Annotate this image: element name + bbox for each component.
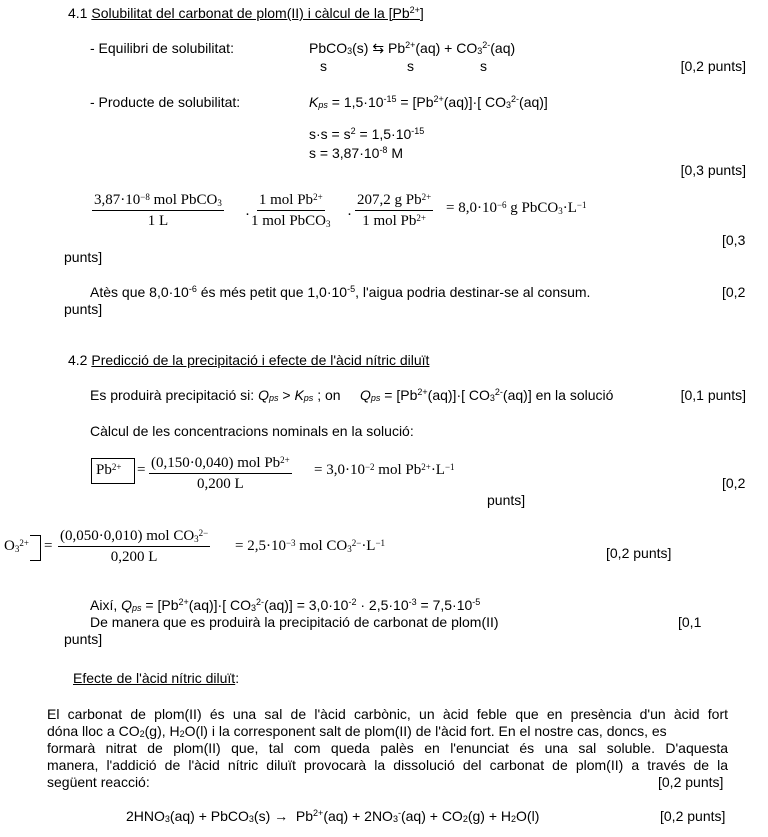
ksp-equation: $K_{ps} = 1,5\cdot 10^{-15} = [Pb^{2+}(aq)]\cdot$[ $CO_3^{2-}(aq)$] bbox=[309, 94, 548, 110]
rhs-bracket bbox=[30, 535, 41, 561]
conversion-result: = $8,0\cdot 10^{-6}$ g $PbCO_3\cdot L^{-1}$ bbox=[446, 200, 587, 216]
conversion-fraction-3: 207,2 g $Pb^{2+}$ 1 mol $Pb^{2+}$ bbox=[357, 192, 432, 229]
points-label: punts] bbox=[487, 492, 526, 508]
section-4-2-heading bbox=[68, 352, 429, 368]
calc-title: Càlcul de les concentracions nominals en la solució: bbox=[90, 423, 414, 439]
equals-sign: = bbox=[137, 462, 146, 478]
precipitation-conclusion: De manera que es produirà la precipitació de carbonat de plom(II) bbox=[90, 614, 499, 630]
points-label: punts] bbox=[64, 249, 103, 265]
multiply-dot: · bbox=[245, 207, 250, 223]
points-label: [0,2 punts] bbox=[606, 545, 672, 561]
points-label: punts] bbox=[64, 631, 103, 647]
pb-conc-result: = $3,0\cdot 10^{-2}$ mol $Pb^{2+}\cdot L^{-1}$ bbox=[314, 462, 455, 478]
qps-calculation: Així, $Q_{ps} = [Pb^{2+}(aq)]\cdot$[ $CO_3^{2-}(aq)] = 3,0\cdot 10^{-2} \cdot 2,5\cdot 10^{-3} = 7,5\cdot 10^{-5}$ bbox=[90, 597, 481, 613]
multiply-dot: · bbox=[347, 207, 352, 223]
effect-paragraph-line-4: manera, l'addició de l'àcid nítric diluït provocarà la dissolució del carbonat de plom(II) a través de la bbox=[47, 757, 728, 773]
effect-paragraph-line-3: formarà nitrat de plom(II) que, tal com queda palès en l'enunciat és una sal soluble. D'aquesta bbox=[47, 740, 728, 756]
effect-paragraph-line-1: El carbonat de plom(II) és una sal de l'àcid carbònic, un àcid feble que en presència d'un àcid fort bbox=[47, 706, 728, 722]
conversion-fraction-2: 1 mol $Pb^{2+}$ 1 mol PbCO$_3$ bbox=[251, 192, 331, 229]
s-value: $s = 3,87\cdot 10^{-8}$ M bbox=[309, 145, 404, 161]
points-label: [0,2 bbox=[722, 475, 746, 491]
points-label: [0,2 punts] bbox=[680, 58, 746, 74]
equals-sign: = bbox=[44, 538, 53, 554]
points-label: [0,1 punts] bbox=[680, 387, 746, 403]
section-title: Predicció de la precipitació i efecte de l'àcid nítric diluït bbox=[91, 352, 430, 368]
points-label: [0,2 punts] bbox=[658, 774, 724, 790]
points-label: [0,3 bbox=[722, 232, 746, 248]
ksp-label: - Producte de solubilitat: bbox=[90, 94, 241, 110]
effect-paragraph-line-2: dóna lloc a $CO_2(g)$, $H_2O(l)$ i la corresponent salt de plom(II) de l'àcid fort. En el nostre cas, doncs, es bbox=[47, 723, 667, 739]
conclusion-text: Atès que $8,0\cdot 10^{-6}$ és més petit que $1,0\cdot 10^{-5}$, l'aigua podria destinar-se al consum. bbox=[90, 284, 591, 300]
solubility-s-2: s bbox=[407, 58, 414, 74]
equilibrium-label: - Equilibri de solubilitat: bbox=[90, 40, 234, 56]
points-label: [0,1 bbox=[678, 614, 702, 630]
precipitation-condition: Es produirà precipitació si: $Q_{ps} > K_{ps}$ ; on $Q_{ps} = [Pb^{2+}(aq)]\cdot$[ $CO_3^{2-}(aq)$] en la solució bbox=[90, 387, 614, 403]
pb-conc-lhs: $Pb^{2+}$ bbox=[96, 462, 122, 478]
equilibrium-arrow-icon: ⇆ bbox=[372, 40, 385, 56]
solubility-s-1: s bbox=[320, 58, 327, 74]
reaction-arrow-icon: → bbox=[274, 808, 289, 824]
points-label: punts] bbox=[64, 301, 103, 317]
section-number: 4.1 bbox=[68, 5, 88, 21]
reaction-equation: $2HNO_3(aq)$ + PbCO$_3$(s) → $Pb^{2+}(aq) + 2NO_3^-(aq) + CO_2(g) + H_2O(l)$ bbox=[126, 808, 540, 824]
co3-conc-result: = $2,5\cdot 10^{-3}$ mol $CO_3^{2-}\cdot L^{-1}$ bbox=[235, 538, 386, 554]
pb-conc-fraction: (0,150·0,040) mol $Pb^{2+}$ 0,200 L bbox=[151, 455, 290, 492]
co3-conc-fraction: (0,050·0,010) mol $CO_3^{2-}$ 0,200 L bbox=[60, 528, 209, 565]
equilibrium-equation: PbCO$_3$(s) ⇆ $Pb^{2+}(aq) + CO_3^{2-}(aq)$ bbox=[309, 40, 516, 56]
section-number: 4.2 bbox=[68, 352, 88, 368]
points-label: [0,2 bbox=[722, 284, 746, 300]
section-title: Solubilitat del carbonat de plom(II) i càlcul de la $[Pb^{2+}]$ bbox=[91, 5, 424, 21]
points-label: [0,3 punts] bbox=[680, 162, 746, 178]
conversion-fraction-1: $3,87\cdot 10^{-8}$ mol PbCO$_3$ 1 L bbox=[94, 192, 222, 229]
ss-equation: $s\cdot s = s^2 = 1,5\cdot 10^{-15}$ bbox=[309, 126, 425, 142]
section-4-1-heading bbox=[68, 5, 424, 21]
points-label: [0,2 punts] bbox=[660, 808, 726, 824]
co3-conc-lhs: $O_3^{2+}$ bbox=[4, 538, 29, 554]
effect-paragraph-line-5: següent reacció: bbox=[47, 774, 150, 790]
solubility-s-3: s bbox=[480, 58, 487, 74]
effect-heading: Efecte de l'àcid nítric diluït: bbox=[73, 670, 240, 686]
